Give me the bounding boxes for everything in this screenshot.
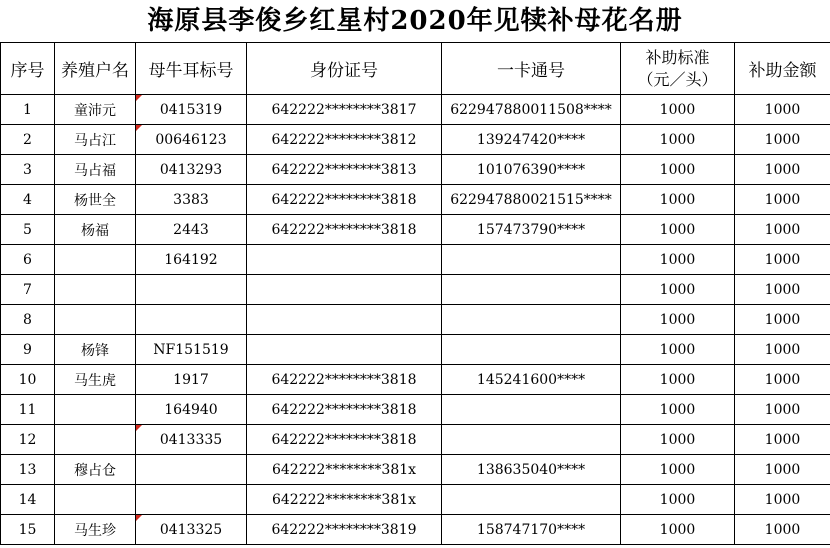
header-seq[interactable]: 序号	[1, 43, 55, 95]
cell-id-card[interactable]	[247, 245, 442, 275]
table-row	[1, 515, 830, 545]
cell-card-number[interactable]: 139247420****	[442, 125, 621, 155]
cell-ear-tag[interactable]: 2443	[136, 215, 247, 245]
cell-id-card[interactable]: 642222********381x	[247, 485, 442, 515]
table-row	[1, 155, 830, 185]
cell-ear-tag[interactable]: 1917	[136, 365, 247, 395]
cell-subsidy-amount[interactable]: 1000	[735, 155, 830, 185]
cell-ear-tag[interactable]	[136, 455, 247, 485]
cell-id-card[interactable]: 642222********3817	[247, 95, 442, 125]
cell-subsidy-amount[interactable]: 1000	[735, 395, 830, 425]
header-row	[1, 43, 830, 95]
cell-ear-tag[interactable]: 0413335	[136, 425, 247, 455]
cell-seq[interactable]: 5	[1, 215, 55, 245]
cell-subsidy-standard[interactable]: 1000	[621, 185, 735, 215]
cell-subsidy-amount[interactable]: 1000	[735, 455, 830, 485]
cell-card-number[interactable]: 622947880021515****	[442, 185, 621, 215]
cell-subsidy-standard[interactable]: 1000	[621, 485, 735, 515]
cell-farmer-name[interactable]: 马生珍	[55, 515, 136, 545]
cell-subsidy-standard[interactable]: 1000	[621, 395, 735, 425]
cell-subsidy-amount[interactable]: 1000	[735, 215, 830, 245]
cell-subsidy-standard[interactable]: 1000	[621, 305, 735, 335]
cell-seq[interactable]: 11	[1, 395, 55, 425]
cell-subsidy-amount[interactable]: 1000	[735, 515, 830, 545]
cell-id-card[interactable]: 642222********3819	[247, 515, 442, 545]
cell-ear-tag[interactable]	[136, 305, 247, 335]
cell-seq[interactable]: 2	[1, 125, 55, 155]
cell-seq[interactable]: 9	[1, 335, 55, 365]
cell-seq[interactable]: 6	[1, 245, 55, 275]
header-subsidy-standard[interactable]	[621, 43, 735, 95]
cell-farmer-name[interactable]: 杨世全	[55, 185, 136, 215]
cell-id-card[interactable]: 642222********3818	[247, 215, 442, 245]
cell-farmer-name[interactable]: 马占江	[55, 125, 136, 155]
table-row	[1, 185, 830, 215]
cell-subsidy-standard[interactable]: 1000	[621, 245, 735, 275]
table-row	[1, 485, 830, 515]
table-row	[1, 335, 830, 365]
cell-seq[interactable]: 8	[1, 305, 55, 335]
cell-id-card[interactable]: 642222********3818	[247, 425, 442, 455]
cell-card-number[interactable]	[442, 425, 621, 455]
cell-card-number[interactable]: 158747170****	[442, 515, 621, 545]
cell-subsidy-standard[interactable]: 1000	[621, 425, 735, 455]
cell-id-card[interactable]: 642222********3818	[247, 185, 442, 215]
cell-seq[interactable]: 12	[1, 425, 55, 455]
table-row	[1, 275, 830, 305]
cell-farmer-name[interactable]: 杨福	[55, 215, 136, 245]
cell-card-number[interactable]: 101076390****	[442, 155, 621, 185]
cell-seq[interactable]: 1	[1, 95, 55, 125]
table-row	[1, 95, 830, 125]
cell-card-number[interactable]: 145241600****	[442, 365, 621, 395]
table-row	[1, 305, 830, 335]
cell-ear-tag[interactable]: 3383	[136, 185, 247, 215]
cell-ear-tag[interactable]: 0413293	[136, 155, 247, 185]
cell-subsidy-standard[interactable]: 1000	[621, 335, 735, 365]
cell-farmer-name[interactable]	[55, 305, 136, 335]
cell-subsidy-standard[interactable]: 1000	[621, 275, 735, 305]
cell-subsidy-standard[interactable]: 1000	[621, 155, 735, 185]
cell-subsidy-amount[interactable]: 1000	[735, 275, 830, 305]
cell-ear-tag[interactable]	[136, 275, 247, 305]
cell-farmer-name[interactable]	[55, 395, 136, 425]
cell-card-number[interactable]: 138635040****	[442, 455, 621, 485]
cell-subsidy-amount[interactable]: 1000	[735, 245, 830, 275]
cell-seq[interactable]: 7	[1, 275, 55, 305]
cell-id-card[interactable]	[247, 305, 442, 335]
cell-card-number[interactable]: 622947880011508****	[442, 95, 621, 125]
cell-id-card[interactable]	[247, 335, 442, 365]
header-subsidy-amount[interactable]: 补助金额	[735, 43, 830, 95]
page-title: 海原县李俊乡红星村2020年见犊补母花名册	[147, 6, 683, 36]
table-row	[1, 365, 830, 395]
cell-id-card[interactable]: 642222********3818	[247, 365, 442, 395]
cell-card-number[interactable]	[442, 305, 621, 335]
cell-farmer-name[interactable]	[55, 245, 136, 275]
cell-seq[interactable]: 14	[1, 485, 55, 515]
cell-subsidy-amount[interactable]: 1000	[735, 305, 830, 335]
cell-subsidy-standard[interactable]: 1000	[621, 455, 735, 485]
cell-subsidy-amount[interactable]: 1000	[735, 95, 830, 125]
cell-ear-tag[interactable]: 164192	[136, 245, 247, 275]
cell-id-card[interactable]: 642222********3813	[247, 155, 442, 185]
cell-ear-tag[interactable]	[136, 485, 247, 515]
cell-id-card[interactable]: 642222********3818	[247, 395, 442, 425]
cell-card-number[interactable]	[442, 395, 621, 425]
cell-ear-tag[interactable]: 164940	[136, 395, 247, 425]
cell-subsidy-amount[interactable]: 1000	[735, 365, 830, 395]
cell-subsidy-standard[interactable]: 1000	[621, 365, 735, 395]
cell-farmer-name[interactable]	[55, 275, 136, 305]
cell-card-number[interactable]	[442, 485, 621, 515]
cell-farmer-name[interactable]: 马占福	[55, 155, 136, 185]
cell-ear-tag[interactable]: 0415319	[136, 95, 247, 125]
table-row	[1, 215, 830, 245]
cell-subsidy-standard[interactable]: 1000	[621, 515, 735, 545]
cell-subsidy-amount[interactable]: 1000	[735, 485, 830, 515]
cell-subsidy-standard[interactable]: 1000	[621, 95, 735, 125]
table-row	[1, 125, 830, 155]
header-subsidy-standard-line2: （元／头）	[637, 69, 718, 89]
table-row	[1, 455, 830, 485]
cell-subsidy-standard[interactable]: 1000	[621, 125, 735, 155]
table-row	[1, 425, 830, 455]
cell-subsidy-amount[interactable]: 1000	[735, 425, 830, 455]
cell-id-card[interactable]: 642222********3812	[247, 125, 442, 155]
cell-card-number[interactable]	[442, 335, 621, 365]
cell-farmer-name[interactable]: 杨锋	[55, 335, 136, 365]
cell-farmer-name[interactable]: 马生虎	[55, 365, 136, 395]
cell-farmer-name[interactable]: 童沛元	[55, 95, 136, 125]
header-subsidy-standard-line1: 补助标准	[645, 47, 710, 67]
cell-card-number[interactable]	[442, 245, 621, 275]
cell-ear-tag[interactable]: NF151519	[136, 335, 247, 365]
cell-subsidy-amount[interactable]: 1000	[735, 335, 830, 365]
cell-farmer-name[interactable]	[55, 485, 136, 515]
header-ear-tag[interactable]: 母牛耳标号	[136, 43, 247, 95]
cell-card-number[interactable]: 157473790****	[442, 215, 621, 245]
cell-ear-tag[interactable]: 00646123	[136, 125, 247, 155]
cell-seq[interactable]: 3	[1, 155, 55, 185]
table-row	[1, 245, 830, 275]
cell-seq[interactable]: 13	[1, 455, 55, 485]
cell-seq[interactable]: 15	[1, 515, 55, 545]
subsidy-table	[0, 42, 830, 545]
cell-id-card[interactable]: 642222********381x	[247, 455, 442, 485]
cell-card-number[interactable]	[442, 275, 621, 305]
cell-seq[interactable]: 4	[1, 185, 55, 215]
cell-subsidy-standard[interactable]: 1000	[621, 215, 735, 245]
header-id-card[interactable]: 身份证号	[247, 43, 442, 95]
cell-farmer-name[interactable]: 穆占仓	[55, 455, 136, 485]
cell-ear-tag[interactable]: 0413325	[136, 515, 247, 545]
cell-subsidy-amount[interactable]: 1000	[735, 125, 830, 155]
cell-id-card[interactable]	[247, 275, 442, 305]
header-name[interactable]: 养殖户名	[55, 43, 136, 95]
header-card-number[interactable]: 一卡通号	[442, 43, 621, 95]
table-row	[1, 395, 830, 425]
cell-farmer-name[interactable]	[55, 425, 136, 455]
cell-seq[interactable]: 10	[1, 365, 55, 395]
cell-subsidy-amount[interactable]: 1000	[735, 185, 830, 215]
